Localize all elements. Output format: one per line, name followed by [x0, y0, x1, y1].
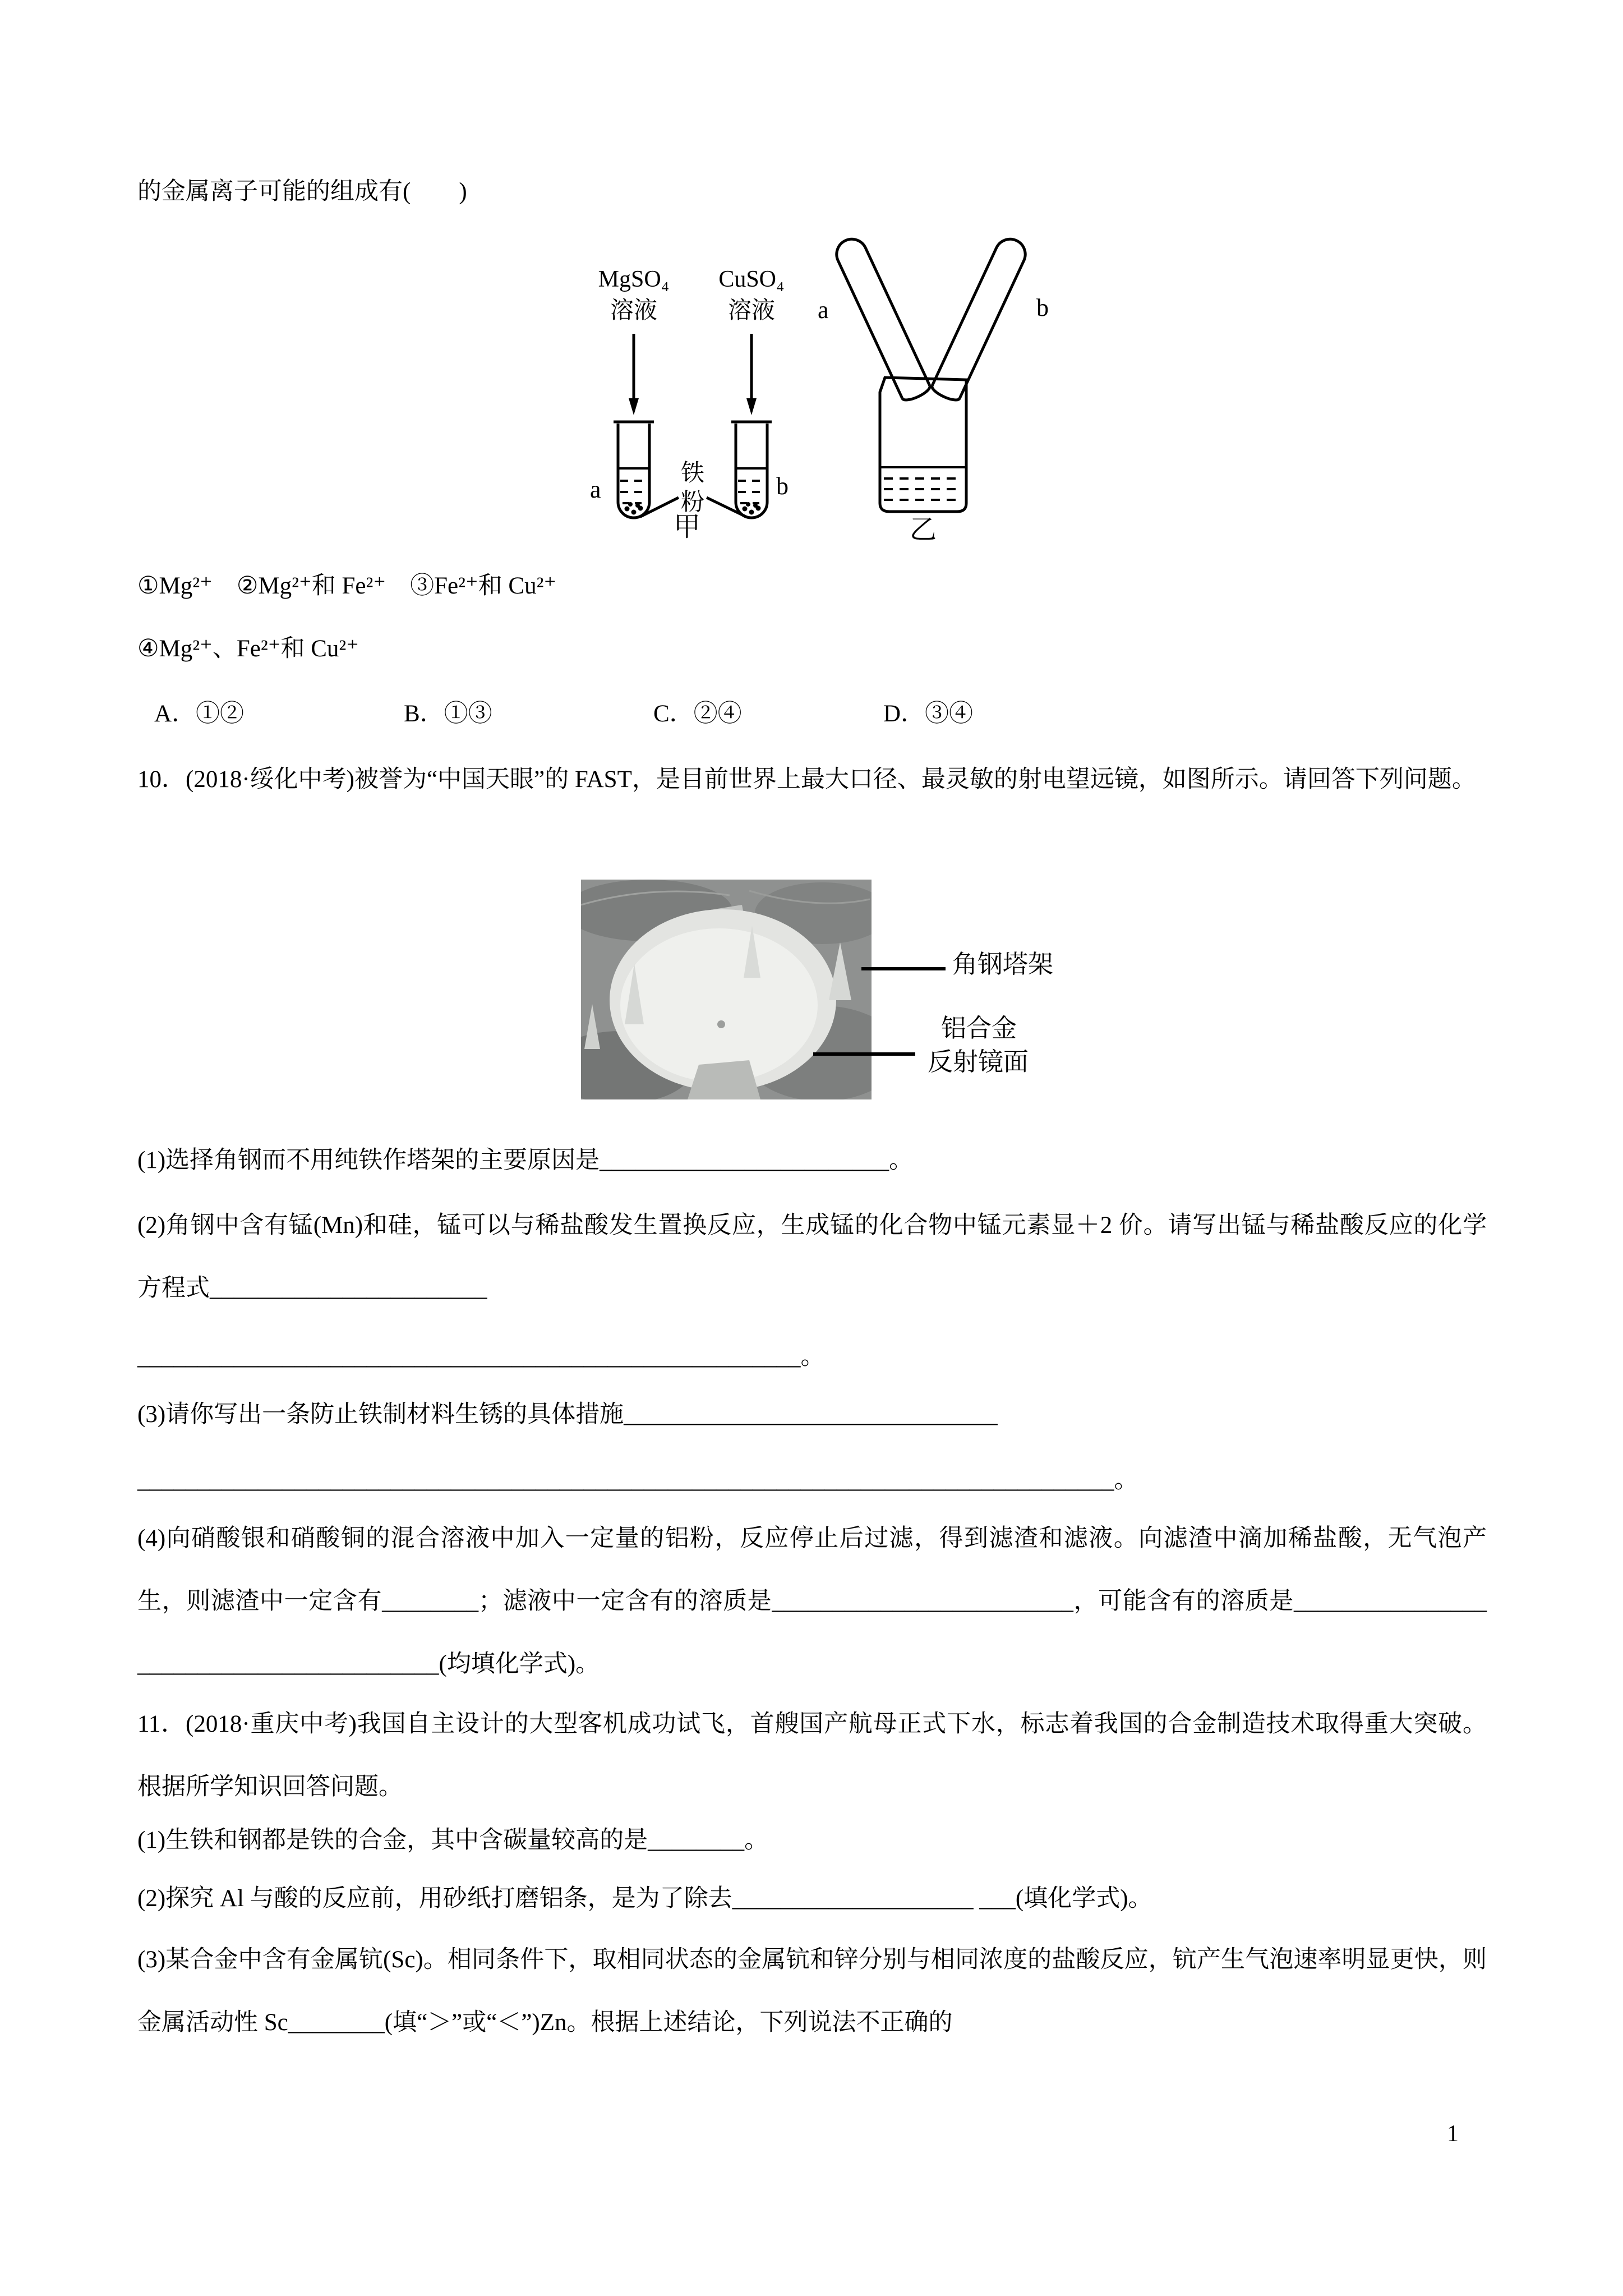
choice-c: C．②④: [653, 701, 742, 727]
apparatus-diagram: [566, 233, 1049, 541]
choice-b: B．①③: [404, 701, 492, 727]
fast-telescope-figure: [581, 880, 1063, 1099]
iron-powder-pointer-left: [640, 498, 679, 517]
mirror-pointer-line: [813, 1052, 915, 1056]
pour-arrow-left: [629, 334, 639, 415]
choice-d: D．③④: [883, 701, 974, 727]
tilted-tube-b: [930, 234, 1030, 403]
tower-pointer-line: [861, 967, 946, 970]
setup-yi-caption: 乙: [909, 515, 937, 541]
question10-sub3-blank-line: _________________________________________________________________________________。: [137, 1467, 1138, 1493]
iron-powder-label-char2: 粉: [680, 490, 705, 516]
question11-sub3: (3)某合金中含有金属钪(Sc)。相同条件下，取相同状态的金属钪和锌分别与相同浓度的盐酸反应，钪产生气泡速率明显更快，则金属活动性 Sc________(填“＞”或“＜”)Zn。根据上述结论，下列说法不正确的: [137, 1947, 1487, 2036]
question9-stem-end: 的金属离子可能的组成有( ): [137, 178, 467, 205]
tilted-tube-a-letter: a: [818, 296, 829, 324]
question10-sub1: (1)选择角钢而不用纯铁作塔架的主要原因是________________________。: [137, 1147, 914, 1174]
tilted-tube-b-letter: b: [1036, 294, 1049, 321]
question10-stem: 10．(2018·绥化中考)被誉为“中国天眼”的 FAST，是目前世界上最大口径、最灵敏的射电望远镜，如图所示。请回答下列问题。: [137, 766, 1476, 793]
fast-telescope-photo: [581, 880, 872, 1099]
question11-sub2: (2)探究 Al 与酸的反应前，用砂纸打磨铝条，是为了除去____________________ ___(填化学式)。: [137, 1885, 1152, 1912]
question11-sub1: (1)生铁和钢都是铁的合金，其中含碳量较高的是________。: [137, 1827, 769, 1853]
question10-sub4: (4)向硝酸银和硝酸铜的混合溶液中加入一定量的铝粉，反应停止后过滤，得到滤渣和滤液。向滤渣中滴加稀盐酸，无气泡产生，则滤渣中一定含有________；滤液中一定含有的溶质是_________________________，可能含有的溶质是_________________________________________(均填化学式)。: [137, 1525, 1487, 1677]
question11-stem: 11．(2018·重庆中考)我国自主设计的大型客机成功试飞，首艘国产航母正式下水，标志着我国的合金制造技术取得重大突破。根据所学知识回答问题。: [137, 1711, 1487, 1800]
pour-arrow-right: [746, 334, 757, 415]
setup-jia-caption: 甲: [673, 512, 701, 541]
tube-a-letter: a: [590, 476, 601, 503]
question10-sub3: (3)请你写出一条防止铁制材料生锈的具体措施_______________________________: [137, 1401, 998, 1428]
alloy-label-line1: 铝合金: [941, 1014, 1017, 1042]
question9-options-line2: ④Mg²⁺、Fe²⁺和 Cu²⁺: [137, 636, 359, 662]
question10-sub2: (2)角钢中含有锰(Mn)和硅，锰可以与稀盐酸发生置换反应，生成锰的化合物中锰元素显＋2 价。请写出锰与稀盐酸反应的化学方程式_______________________: [137, 1212, 1487, 1301]
choice-a: A．①②: [154, 701, 245, 727]
tower-label: 角钢塔架: [952, 950, 1054, 978]
question9-options-line1: ①Mg²⁺ ②Mg²⁺和 Fe²⁺ ③Fe²⁺和 Cu²⁺: [137, 573, 557, 599]
cuso4-label: CuSO₄: [718, 266, 785, 292]
cuso4-solution-label: 溶液: [727, 298, 776, 324]
iron-powder-pointer-right: [707, 498, 746, 517]
tube-b-letter: b: [776, 472, 789, 500]
test-tube-b: [731, 422, 772, 518]
mgso4-label: MgSO₄: [598, 266, 670, 292]
iron-powder-label-char1: 铁: [680, 461, 705, 486]
mgso4-solution-label: 溶液: [610, 298, 658, 324]
question9-choice-row: [137, 683, 1487, 746]
test-tube-a: [614, 422, 654, 518]
alloy-label-line2: 反射镜面: [928, 1048, 1029, 1076]
beaker: [880, 378, 966, 512]
page-number: 1: [1447, 2121, 1459, 2147]
question10-sub2-blank-line: _______________________________________________________。: [137, 1343, 825, 1370]
